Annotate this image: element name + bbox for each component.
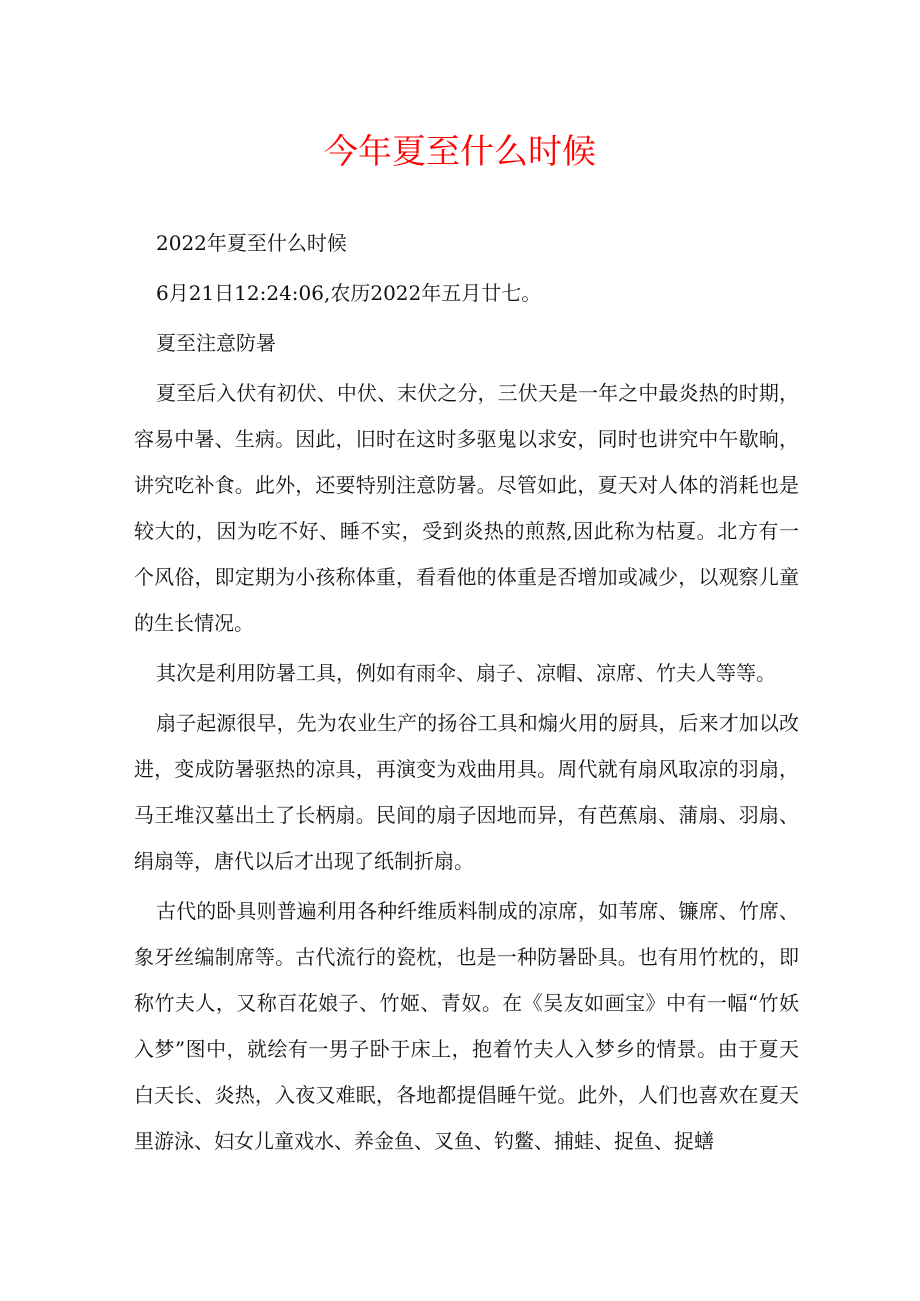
paragraph-fans: 扇子起源很早，先为农业生产的扬谷工具和煽火用的厨具，后来才加以改进，变成防暑驱热的凉具，再演变为戏曲用具。周代就有扇风取凉的羽扇，马王堆汉墓出土了长柄扇。民间的扇子因地而异，有芭蕉扇、蒲扇、羽扇、绢扇等，唐代以后才出现了纸制折扇。: [134, 711, 799, 873]
page-title: 今年夏至什么时候: [324, 132, 596, 172]
paragraph-heading: 夏至注意防暑: [156, 331, 276, 355]
paragraph-date: 6月21日12:24:06,农历2022年五月廿七。: [156, 281, 542, 305]
document-body: [134, 220, 799, 1164]
paragraph-bedding: 古代的卧具则普遍利用各种纤维质料制成的凉席，如苇席、镰席、竹席、象牙丝编制席等。古代流行的瓷枕，也是一种防暑卧具。也有用竹枕的，即称竹夫人，又称百花娘子、竹姬、青奴。在《吴友如画宝》中有一幅“竹妖入梦”图中，就绘有一男子卧于床上，抱着竹夫人入梦乡的情景。由于夏天白天长、炎热，入夜又难眠，各地都提倡睡午觉。此外，人们也喜欢在夏天里游泳、妇女儿童戏水、养金鱼、叉鱼、钓鳖、捕蛙、捉鱼、捉蟮: [134, 899, 799, 1153]
paragraph-dog-days: 夏至后入伏有初伏、中伏、末伏之分，三伏天是一年之中最炎热的时期，容易中暑、生病。因此，旧时在这时多驱鬼以求安，同时也讲究中午歇晌，讲究吃补食。此外，还要特别注意防暑。尽管如此，夏天对人体的消耗也是较大的，因为吃不好、睡不实，受到炎热的煎熬,因此称为枯夏。北方有一个风俗，即定期为小孩称体重，看看他的体重是否增加或减少，以观察儿童的生长情况。: [134, 381, 799, 635]
paragraph-tools: 其次是利用防暑工具，例如有雨伞、扇子、凉帽、凉席、竹夫人等等。: [156, 661, 776, 685]
paragraph-question: 2022年夏至什么时候: [156, 231, 347, 255]
